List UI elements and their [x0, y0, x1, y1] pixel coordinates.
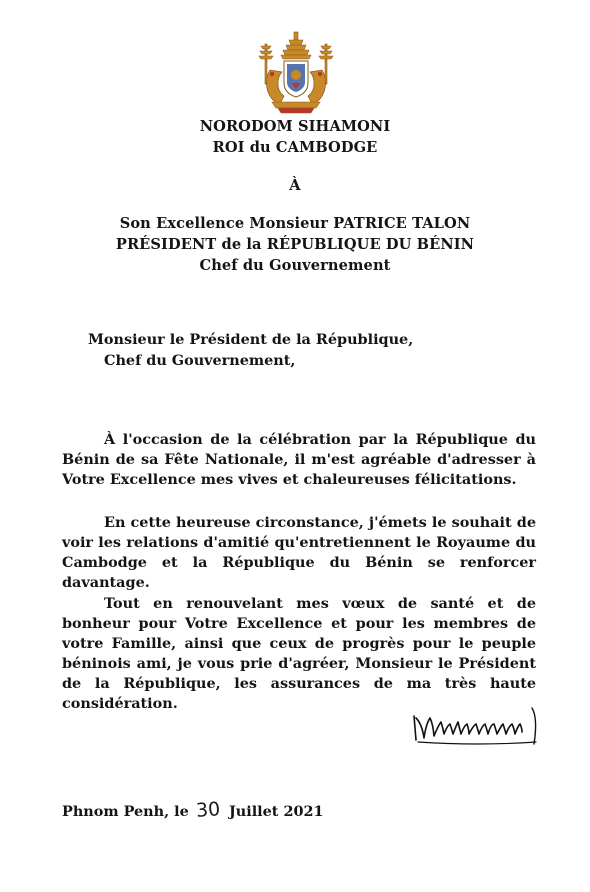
royal-coat-of-arms-icon: [258, 30, 334, 118]
handwritten-signature: [410, 700, 546, 750]
recipient-marker: À: [289, 177, 301, 194]
salutation-line-1: Monsieur le Président de la République,: [88, 331, 414, 348]
recipient-line-1: Son Excellence Monsieur PATRICE TALON: [119, 215, 471, 232]
sender-name: NORODOM SIHAMONI: [199, 118, 391, 135]
body-paragraph-1: À l'occasion de la célébration par la République du Bénin de sa Fête Nationale, il m'est agréable d'adresser à Votre Excellence mes vives et chaleureuses félicitations.: [62, 431, 536, 488]
body-paragraph-2: En cette heureuse circonstance, j'émets le souhait de voir les relations d'amitié qu'entretiennent le Royaume du Cambodge et la République du Bénin se renforcer davantage.: [62, 514, 536, 591]
sender-title: ROI du CAMBODGE: [212, 139, 378, 156]
date-month-year: Juillet 2021: [228, 803, 324, 820]
salutation-line-2: Chef du Gouvernement,: [104, 352, 296, 369]
date-line: [62, 800, 324, 822]
date-place: Phnom Penh, le: [62, 803, 189, 820]
date-day: 30: [195, 798, 221, 822]
recipient-line-3: Chef du Gouvernement: [199, 257, 391, 274]
recipient-line-2: PRÉSIDENT de la RÉPUBLIQUE DU BÉNIN: [115, 236, 475, 253]
body-paragraph-3: Tout en renouvelant mes vœux de santé et de bonheur pour Votre Excellence et pour les membres de votre Famille, ainsi que ceux de progrès pour le peuple béninois ami, je vous prie d'agréer, Monsieur le Président de la République, les assurances de ma très haute considération.: [62, 595, 536, 712]
